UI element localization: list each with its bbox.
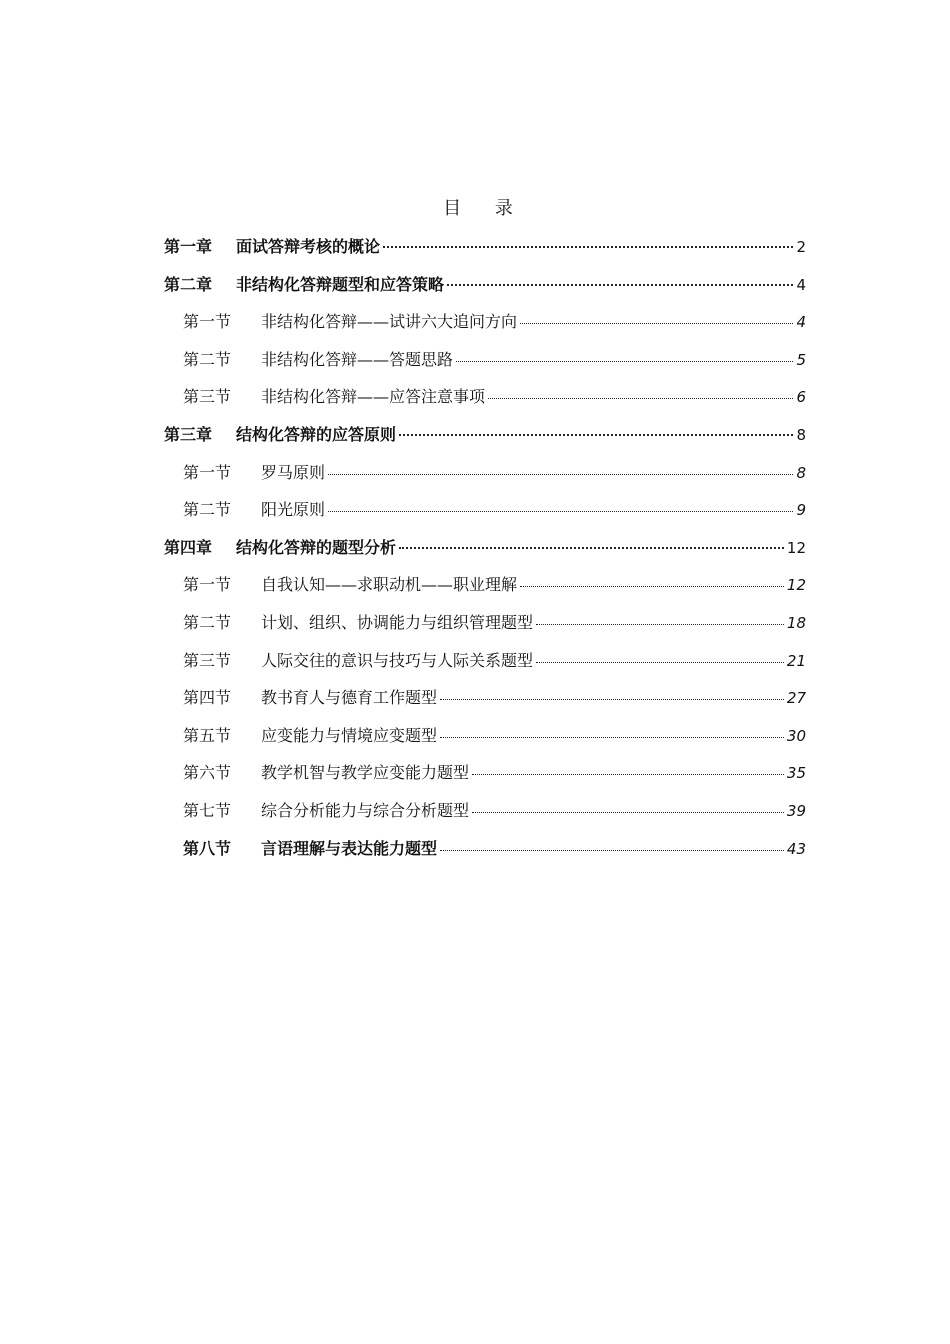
toc-dot-leader (472, 812, 784, 813)
toc-chapter-entry[interactable] (164, 228, 806, 266)
toc-entry-page-number: 30 (786, 726, 806, 745)
toc-entry-page-number: 4 (796, 275, 806, 294)
toc-entry-label: 结构化答辩的应答原则 (236, 424, 397, 444)
toc-entry-label: 非结构化答辩——答题思路 (261, 349, 454, 369)
toc-entry-label: 非结构化答辩题型和应答策略 (236, 274, 445, 294)
toc-entry-page-number: 9 (796, 501, 806, 520)
toc-entry-number: 第二节 (183, 612, 232, 632)
toc-entry-number: 第六节 (183, 763, 232, 783)
toc-dot-leader (440, 737, 784, 738)
toc-section-entry[interactable] (164, 454, 806, 492)
toc-entry-number: 第七节 (183, 800, 232, 820)
toc-entry-number: 第四章 (164, 537, 213, 557)
toc-section-entry[interactable] (164, 378, 806, 416)
toc-chapter-entry[interactable] (164, 266, 806, 304)
toc-entry-page-number: 12 (786, 538, 806, 557)
toc-entry-label: 应变能力与情境应变题型 (261, 725, 438, 745)
toc-section-entry[interactable] (164, 341, 806, 379)
toc-dot-leader (399, 434, 793, 436)
toc-chapter-entry[interactable] (164, 529, 806, 567)
toc-dot-leader (536, 624, 784, 625)
toc-section-entry[interactable] (164, 642, 806, 680)
toc-section-entry[interactable] (164, 717, 806, 755)
toc-dot-leader (520, 586, 784, 587)
toc-entry-page-number: 35 (786, 764, 806, 783)
toc-entry-label: 教学机智与教学应变能力题型 (261, 763, 470, 783)
toc-entry-page-number: 27 (786, 689, 806, 708)
toc-entry-number: 第一节 (183, 462, 232, 482)
toc-dot-leader (472, 774, 784, 775)
toc-entry-page-number: 39 (786, 801, 806, 820)
toc-entry-label: 言语理解与表达能力题型 (261, 838, 438, 858)
toc-entry-label: 非结构化答辩——应答注意事项 (261, 387, 486, 407)
toc-dot-leader (488, 398, 793, 399)
toc-entry-label: 面试答辩考核的概论 (236, 237, 381, 256)
toc-entry-page-number: 5 (796, 350, 806, 369)
toc-entry-label: 教书育人与德育工作题型 (261, 688, 438, 708)
toc-dot-leader (536, 662, 784, 663)
toc-section-entry[interactable] (164, 754, 806, 792)
toc-entry-label: 阳光原则 (261, 500, 326, 520)
toc-entry-page-number: 8 (796, 463, 806, 482)
toc-section-entry[interactable] (164, 604, 806, 642)
toc-entry-label: 非结构化答辩——试讲六大追问方向 (261, 312, 518, 332)
toc-entry-number: 第三章 (164, 424, 213, 444)
toc-entry-page-number: 4 (796, 313, 806, 332)
toc-entry-label: 罗马原则 (261, 462, 326, 482)
toc-dot-leader (328, 474, 793, 475)
toc-title: 目 录 (443, 198, 527, 219)
toc-entry-page-number: 12 (786, 576, 806, 595)
toc-entry-number: 第一章 (164, 237, 213, 256)
toc-entry-label: 结构化答辩的题型分析 (236, 537, 397, 557)
toc-section-entry[interactable] (164, 566, 806, 604)
toc-entry-number: 第一节 (183, 575, 232, 595)
toc-entry-page-number: 8 (796, 425, 806, 444)
toc-dot-leader (328, 511, 793, 512)
toc-entry-label: 自我认知——求职动机——职业理解 (261, 575, 518, 595)
toc-entry-number: 第八节 (183, 838, 232, 858)
toc-dot-leader (440, 850, 784, 851)
toc-dot-leader (440, 699, 784, 700)
toc-entry-number: 第五节 (183, 725, 232, 745)
table-of-contents (164, 228, 806, 867)
toc-chapter-entry[interactable] (164, 416, 806, 454)
toc-dot-leader (383, 246, 793, 248)
toc-dot-leader (399, 547, 784, 549)
toc-section-entry[interactable] (164, 830, 806, 868)
toc-entry-number: 第二节 (183, 500, 232, 520)
toc-entry-label: 人际交往的意识与技巧与人际关系题型 (261, 650, 534, 670)
toc-section-entry[interactable] (164, 792, 806, 830)
toc-section-entry[interactable] (164, 679, 806, 717)
toc-entry-page-number: 2 (796, 238, 806, 256)
toc-entry-number: 第二节 (183, 349, 232, 369)
toc-entry-label: 综合分析能力与综合分析题型 (261, 800, 470, 820)
toc-entry-page-number: 43 (786, 839, 806, 858)
toc-entry-page-number: 18 (786, 613, 806, 632)
toc-entry-number: 第四节 (183, 688, 232, 708)
toc-entry-number: 第二章 (164, 274, 213, 294)
toc-entry-page-number: 21 (786, 651, 806, 670)
toc-entry-number: 第三节 (183, 650, 232, 670)
toc-dot-leader (520, 323, 793, 324)
toc-entry-page-number: 6 (796, 388, 806, 407)
toc-entry-label: 计划、组织、协调能力与组织管理题型 (261, 612, 534, 632)
toc-dot-leader (447, 284, 793, 286)
toc-entry-number: 第三节 (183, 387, 232, 407)
toc-section-entry[interactable] (164, 491, 806, 529)
toc-dot-leader (456, 361, 793, 362)
toc-entry-number: 第一节 (183, 312, 232, 332)
toc-section-entry[interactable] (164, 303, 806, 341)
